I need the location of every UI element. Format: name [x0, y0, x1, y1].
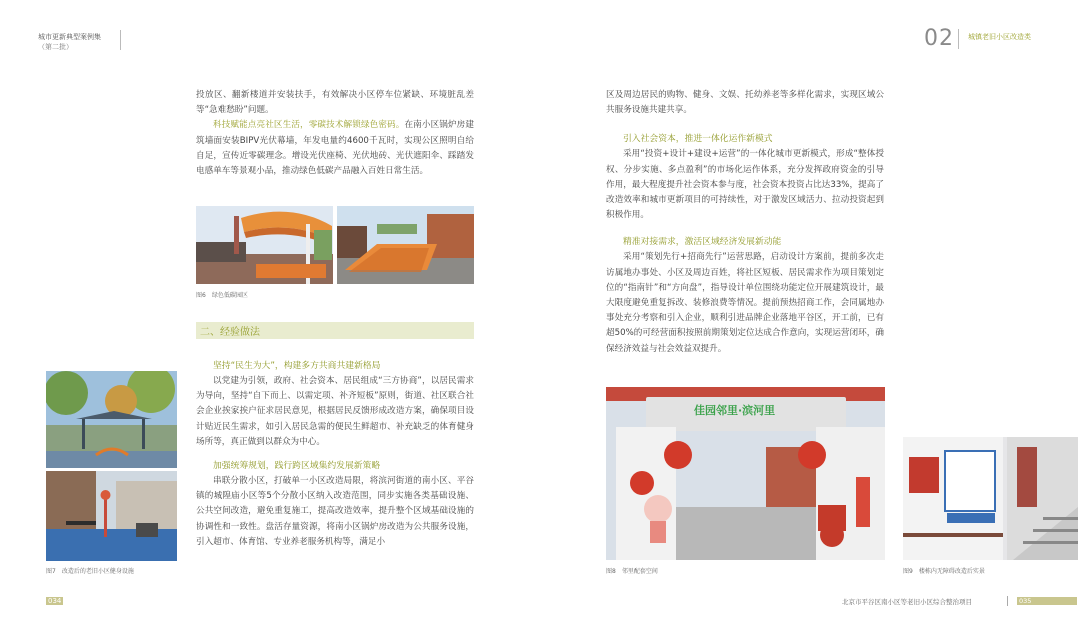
figure6-caption: 图6 绿色低碳园区: [196, 292, 248, 299]
chapter-number: 02: [924, 26, 954, 51]
figure8-caption: 图8 邻里配套空间: [606, 568, 658, 575]
figure6-photo-right: [337, 206, 474, 284]
series-title-block: [38, 32, 101, 52]
left-top-text: [196, 88, 474, 179]
series-volume: （第二批）: [38, 43, 73, 51]
tech-body: 在南小区锅炉房建筑墙面安装BIPV光伏幕墙，年发电量约4600千瓦时，实现公区照明自给自足，宣传近零碳理念。增设光伏座椅、光伏地砖、光伏遮阳伞、踩踏发电感单车等景观小品，推动绿色低碳产品融入百姓日常生活。: [196, 120, 474, 177]
demand-paragraph: 采用“策划先行+招商先行”运营思路，启动设计方案前，提前多次走访属地办事处、小区及周边百姓，将社区短板、居民需求作为项目策划定位的“指南针”和“方向盘”，指导设计单位围绕功能定位开展建筑设计，最大限度避免重复拆改、装修浪费等情况。提前预热招商工作，会同属地办事处充分考察和引入企业，顺利引进品牌企业落地平谷区，开工前，已有超50%的可经营面积按照前期策划定位达成合作意向，实现运营闭环，确保经济效益与社会效益双提升。: [606, 252, 884, 354]
left-lower-text: [196, 359, 474, 550]
header-divider-left: [120, 30, 121, 50]
tech-highlight: 科技赋能点亮社区生活，零碳技术解锁绿色密码。: [213, 120, 405, 131]
chapter-title: 城镇老旧小区改造类: [968, 33, 1031, 41]
footer-divider: [1007, 596, 1008, 606]
heading-planning: 加强统筹规划，践行跨区域集约发展新策略: [213, 461, 381, 472]
left-page-number: 034: [48, 597, 62, 605]
tech-paragraph: [196, 118, 474, 179]
figure7-photo-top: [46, 371, 177, 468]
right-continuation-paragraph: 区及周边居民的购物、健身、文娱、托幼养老等多样化需求，实现区域公共服务设施共建共享。: [606, 90, 884, 116]
footer-project-name: 北京市平谷区南小区等老旧小区综合整治项目: [842, 598, 972, 606]
figure9-caption: 图9 楼栋内无障碍改造后实景: [903, 568, 985, 575]
header-divider-right: [958, 29, 959, 49]
right-page-number-tab: [1017, 597, 1077, 605]
heading-social-capital: 引入社会资本，推进一体化运作新模式: [623, 134, 773, 145]
planning-paragraph: 串联分散小区，打破单一小区改造局限，将滨河街道的南小区、平谷镇的城隍庙小区等5个分散小区纳入改造范围，同步实施各类基础设施、公共空间改造，避免重复施工，提高改造效率，提升整个区域基础设施的协调性和一致性。盘活存量资源，将南小区锅炉房改造为公共服务设施，引入超市、体育馆、专业养老服务机构等，满足小: [196, 476, 474, 547]
figure6-photo-left: [196, 206, 333, 284]
people-first-paragraph: 以党建为引领，政府、社会资本、居民组成“三方协商”，以居民需求为导向，坚持“自下而上、以需定项、补齐短板”原则，街道、社区联合社会企业挨家挨户征求居民意见，根据居民反馈形成改造方案，确保项目设计贴近民生需求，如引入居民急需的便民生鲜超市、补充缺乏的体育健身场所等，真正做到以群众为中心。: [196, 376, 474, 447]
social-capital-paragraph: 采用“投资+设计+建设+运营”的一体化城市更新模式，形成“整体授权、分步实施、多点盈利”的市场化运作体系，充分发挥政府资金的引导作用，最大程度提升社会资本参与度，社会资本投资占比达33%，提高了改造效率和城市更新项目的可持续性，对于激发区域活力、拉动投资起到积极作用。: [606, 149, 884, 221]
right-page-number: 035: [1019, 597, 1032, 605]
section-title-bar: [196, 322, 474, 339]
left-continuation-paragraph: 投放区、翻新楼道并安装扶手，有效解决小区停车位紧缺、环境脏乱差等“急难愁盼”问题。: [196, 90, 474, 116]
heading-demand: 精准对接需求，激活区域经济发展新动能: [623, 237, 782, 248]
section-title: 二、经验做法: [200, 327, 260, 338]
figure9-photo: [903, 437, 1078, 560]
heading-people-first: 坚持“民生为大”，构建多方共商共建新格局: [213, 361, 381, 371]
figure7-photo-bottom: [46, 471, 177, 561]
figure8-sign-text: 佳园邻里·滨河里: [694, 404, 776, 417]
right-top-text: [606, 88, 884, 357]
series-title: 城市更新典型案例集: [38, 33, 101, 41]
figure8-photo: [606, 387, 885, 560]
figure7-caption: 图7 改造后的老旧小区健身设施: [46, 568, 134, 575]
